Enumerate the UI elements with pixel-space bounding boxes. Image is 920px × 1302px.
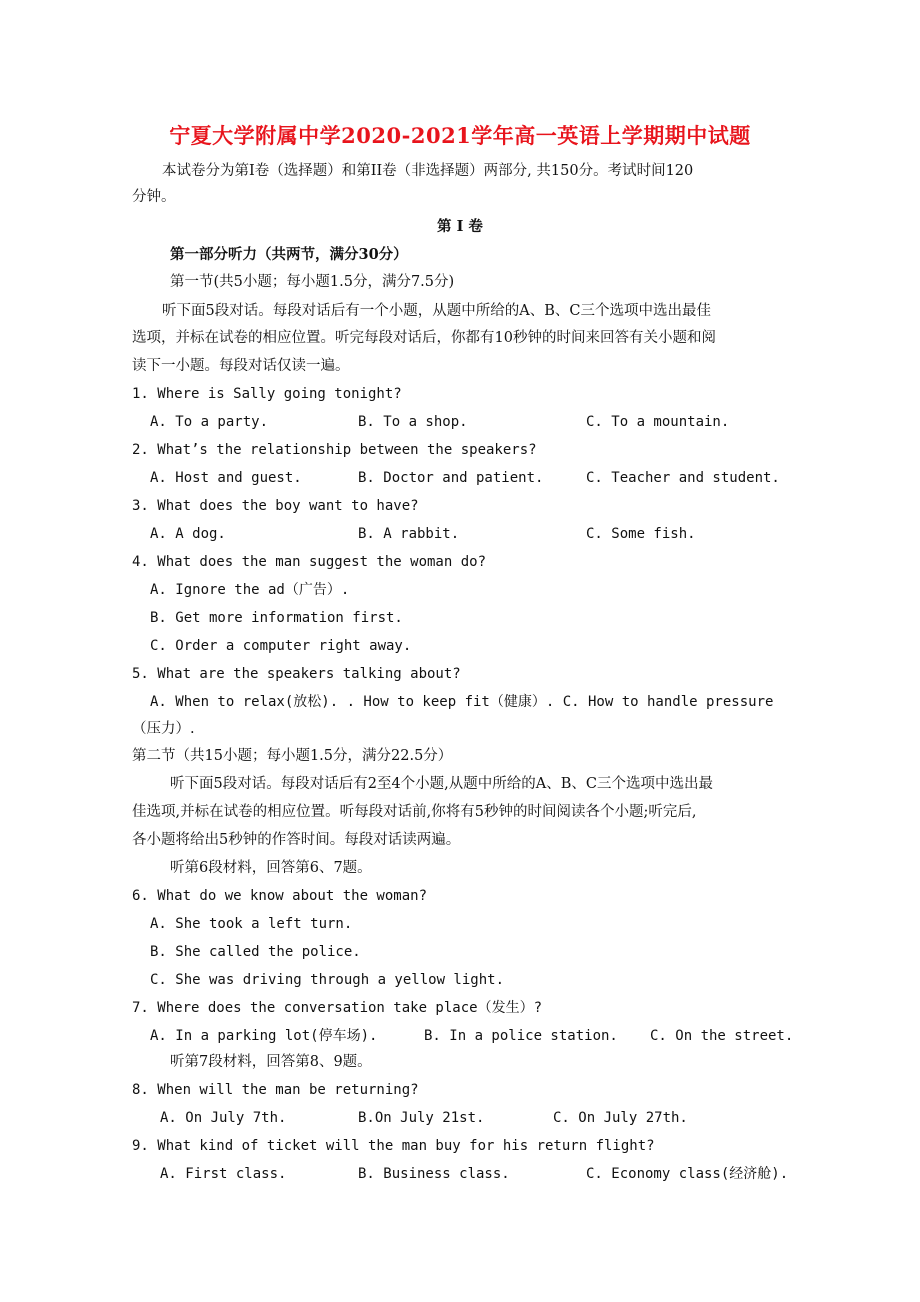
option-a: A. Host and guest. — [150, 470, 302, 486]
option-b: B. A rabbit. — [358, 526, 460, 542]
option-b: B. Get more information first. — [150, 610, 403, 626]
option-c: C. Teacher and student. — [586, 470, 780, 486]
question-stem: 9. What kind of ticket will the man buy for his return flight? — [132, 1138, 655, 1154]
exam-title: 宁夏大学附属中学2020-2021学年高一英语上学期期中试题 — [169, 123, 751, 148]
options-inline: A. When to relax(放松). . How to keep fit（健康）. C. How to handle pressure — [150, 694, 774, 710]
option-c: C. Order a computer right away. — [150, 638, 412, 654]
intro-line-2: 分钟。 — [132, 189, 176, 205]
section1-instruction-line: 听下面5段对话。每段对话后有一个小题，从题中所给的A、B、C三个选项中选出最佳 — [162, 303, 711, 319]
option-b: B. In a police station. — [424, 1028, 618, 1044]
question-stem: 6. What do we know about the woman? — [132, 888, 428, 904]
option-a: A. On July 7th. — [160, 1110, 287, 1126]
intro-line-1: 本试卷分为第I卷（选择题）和第II卷（非选择题）两部分, 共150分。考试时间120 — [162, 163, 694, 179]
option-c: C. On the street. — [650, 1028, 794, 1044]
option-a: A. First class. — [160, 1166, 287, 1182]
question-stem: 3. What does the boy want to have? — [132, 498, 419, 514]
option-a: A. To a party. — [150, 414, 269, 430]
section1-instruction-line: 选项，并标在试卷的相应位置。听完每段对话后，你都有10秒钟的时间来回答有关小题和阅 — [132, 330, 716, 346]
section1-instruction-line: 读下一小题。每段对话仅读一遍。 — [132, 358, 350, 374]
question-stem: 5. What are the speakers talking about? — [132, 666, 461, 682]
option-b: B.On July 21st. — [358, 1110, 485, 1126]
question-stem: 4. What does the man suggest the woman do? — [132, 554, 487, 570]
option-a: A. She took a left turn. — [150, 916, 353, 932]
part1-heading: 第一部分听力（共两节，满分30分） — [170, 246, 408, 263]
section2-instruction-line: 各小题将给出5秒钟的作答时间。每段对话读两遍。 — [132, 832, 461, 848]
option-a: A. In a parking lot(停车场). — [150, 1028, 378, 1044]
option-b: B. Doctor and patient. — [358, 470, 544, 486]
volume-heading: 第 I 卷 — [437, 218, 483, 235]
question-stem: 1. Where is Sally going tonight? — [132, 386, 402, 402]
question-stem: 2. What’s the relationship between the speakers? — [132, 442, 537, 458]
option-c: C. Some fish. — [586, 526, 696, 542]
section2-heading: 第二节（共15小题；每小题1.5分，满分22.5分） — [132, 748, 453, 764]
material-note: 听第7段材料，回答第8、9题。 — [170, 1054, 372, 1070]
options-continuation: （压力）. — [132, 721, 195, 737]
section2-instruction-line: 听下面5段对话。每段对话后有2至4个小题,从题中所给的A、B、C三个选项中选出最 — [170, 776, 714, 792]
option-a: A. Ignore the ad（广告）. — [150, 582, 350, 598]
section1-heading: 第一节(共5小题；每小题1.5分，满分7.5分) — [170, 274, 455, 290]
option-c: C. Economy class(经济舱). — [586, 1166, 789, 1182]
option-b: B. She called the police. — [150, 944, 361, 960]
option-c: C. To a mountain. — [586, 414, 730, 430]
question-stem: 7. Where does the conversation take place（发生）? — [132, 1000, 543, 1016]
option-b: B. Business class. — [358, 1166, 510, 1182]
option-b: B. To a shop. — [358, 414, 468, 430]
option-a: A. A dog. — [150, 526, 226, 542]
question-stem: 8. When will the man be returning? — [132, 1082, 419, 1098]
option-c: C. On July 27th. — [553, 1110, 688, 1126]
section2-instruction-line: 佳选项,并标在试卷的相应位置。听每段对话前,你将有5秒钟的时间阅读各个小题;听完后, — [132, 804, 697, 820]
material-note: 听第6段材料，回答第6、7题。 — [170, 860, 372, 876]
option-c: C. She was driving through a yellow light. — [150, 972, 505, 988]
